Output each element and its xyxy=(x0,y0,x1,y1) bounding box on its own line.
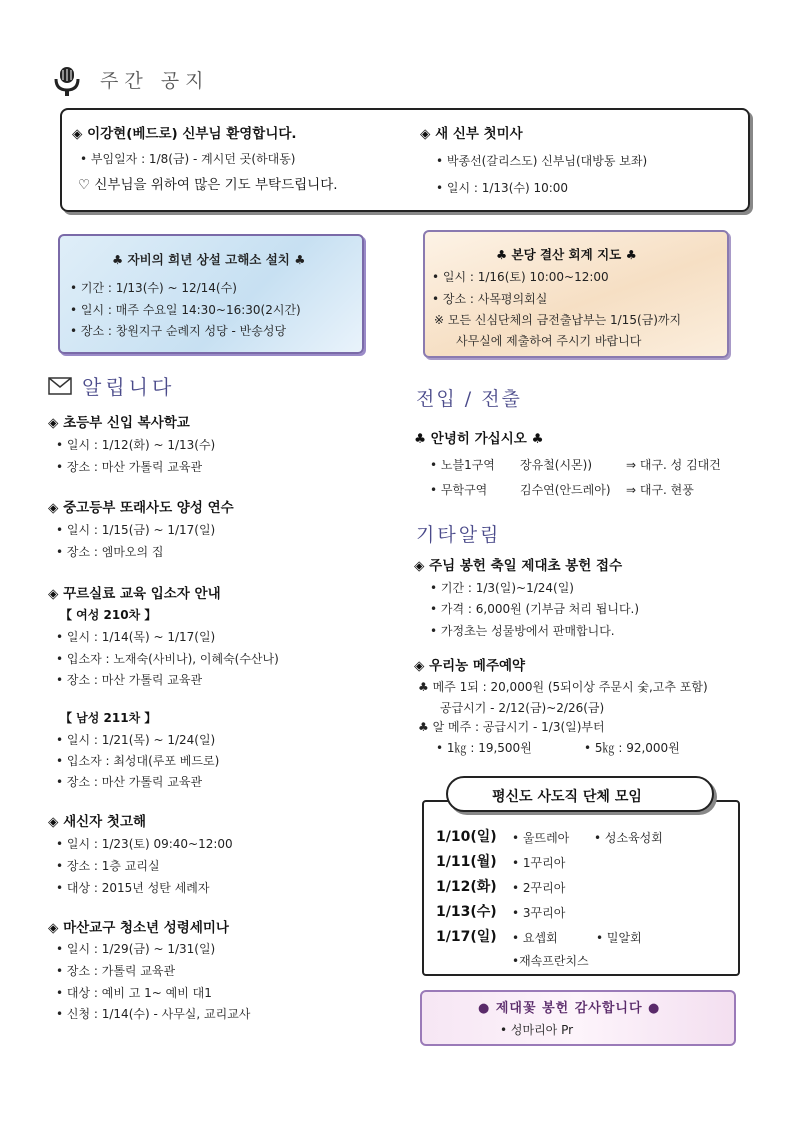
meeting-item: • 1꾸리아 xyxy=(512,856,566,870)
transfer-name: 김수연(안드레아) xyxy=(520,483,611,497)
welcome-line-2: ♡ 신부님을 위하여 많은 기도 부탁드립니다. xyxy=(78,177,338,193)
meeting-item: • 3꾸리아 xyxy=(512,906,566,920)
section-line: • 일시 : 1/21(목) ~ 1/24(일) xyxy=(56,733,216,747)
transfer-title: 전입 / 전출 xyxy=(416,388,522,410)
meeting-item: • 요셉회 xyxy=(512,931,558,945)
candle-line: • 기간 : 1/3(일)~1/24(일) xyxy=(430,581,574,595)
first-mass-heading: ◈ 새 신부 첫미사 xyxy=(420,126,523,142)
other-title: 기타알림 xyxy=(416,524,502,546)
thanks-title: ● 제대꽃 봉헌 감사합니다 ● xyxy=(478,1001,661,1016)
page-title: 주간 공지 xyxy=(100,70,210,92)
section-line: • 장소 : 엠마오의 집 xyxy=(56,545,164,559)
section-line: • 입소자 : 최성대(루포 베드로) xyxy=(56,754,220,768)
meeting-date: 1/12(화) xyxy=(436,879,497,895)
section-line: • 일시 : 1/15(금) ~ 1/17(일) xyxy=(56,523,216,537)
cursillo-men-label: 【 남성 211차 】 xyxy=(60,711,157,725)
microphone-icon xyxy=(54,66,80,98)
section-line: • 장소 : 1층 교리실 xyxy=(56,859,160,873)
section-line: • 신청 : 1/14(수) - 사무실, 교리교사 xyxy=(56,1007,251,1021)
transfer-name: 장유철(시몬)) xyxy=(520,458,593,472)
section-line: • 일시 : 1/14(목) ~ 1/17(일) xyxy=(56,630,216,644)
farewell-heading: ♣ 안녕히 가십시오 ♣ xyxy=(414,431,544,447)
section-line: • 장소 : 마산 가톨릭 교육관 xyxy=(56,460,203,474)
settlement-title: ♣ 본당 결산 회계 지도 ♣ xyxy=(496,247,637,262)
confession-line-2: • 일시 : 매주 수요일 14:30~16:30(2시간) xyxy=(70,303,301,317)
candle-line: • 가정초는 성물방에서 판매합니다. xyxy=(430,624,615,638)
meeting-item: • 밀알회 xyxy=(596,931,642,945)
envelope-icon xyxy=(48,377,72,395)
first-mass-line-2: • 일시 : 1/13(수) 10:00 xyxy=(436,181,569,195)
candle-line: • 가격 : 6,000원 (기부금 처리 됩니다.) xyxy=(430,602,640,616)
meju-price-1kg: • 1㎏ : 19,500원 xyxy=(436,741,532,755)
section-line: • 일시 : 1/29(금) ~ 1/31(일) xyxy=(56,942,216,956)
meju-line-1: ♣ 메주 1되 : 20,000원 (5되이상 주문시 숯,고추 포함) xyxy=(418,680,708,694)
confession-title: ♣ 자비의 희년 상설 고해소 설치 ♣ xyxy=(112,252,306,267)
meju-line-2: 공급시기 - 2/12(금)~2/26(금) xyxy=(440,701,605,715)
settlement-line-2: • 장소 : 사목평의회실 xyxy=(432,292,548,306)
settlement-line-1: • 일시 : 1/16(토) 10:00~12:00 xyxy=(432,270,609,284)
transfer-district: • 무학구역 xyxy=(430,483,488,497)
settlement-line-3: ※ 모든 신심단체의 금전출납부는 1/15(금)까지 xyxy=(434,313,682,327)
welcome-line-1: • 부임일자 : 1/8(금) - 계시던 곳(하대동) xyxy=(80,152,296,166)
first-mass-line-1: • 박종선(갈리스도) 신부님(대방동 보좌) xyxy=(436,154,648,168)
meeting-date: 1/17(일) xyxy=(436,929,497,945)
meju-heading: ◈ 우리농 메주예약 xyxy=(414,658,526,674)
thanks-line: • 성마리아 Pr xyxy=(500,1023,574,1037)
section-heading: ◈ 마산교구 청소년 성령세미나 xyxy=(48,920,229,936)
section-heading: ◈ 새신자 첫고해 xyxy=(48,814,147,830)
meeting-date: 1/11(월) xyxy=(436,854,497,870)
meeting-item: • 울뜨레아 xyxy=(512,831,570,845)
section-heading: ◈ 초등부 신입 복사학교 xyxy=(48,415,190,431)
cursillo-women-label: 【 여성 210차 】 xyxy=(60,608,157,622)
section-line: • 일시 : 1/23(토) 09:40~12:00 xyxy=(56,837,233,851)
meetings-title: 평신도 사도직 단체 모임 xyxy=(492,789,642,805)
section-line: • 일시 : 1/12(화) ~ 1/13(수) xyxy=(56,438,216,452)
section-heading: ◈ 중고등부 또래사도 양성 연수 xyxy=(48,500,234,516)
meeting-date: 1/10(일) xyxy=(436,829,497,845)
meeting-date: 1/13(수) xyxy=(436,904,497,920)
transfer-destination: ⇒ 대구. 현풍 xyxy=(626,483,694,497)
section-line: • 장소 : 가톨릭 교육관 xyxy=(56,964,176,978)
section-line: • 대상 : 예비 고 1~ 예비 대1 xyxy=(56,986,212,1000)
meeting-item: • 2꾸리아 xyxy=(512,881,566,895)
confession-line-1: • 기간 : 1/13(수) ~ 12/14(수) xyxy=(70,281,237,295)
candle-heading: ◈ 주님 봉헌 축일 제대초 봉헌 접수 xyxy=(414,558,623,574)
section-line: • 대상 : 2015년 성탄 세례자 xyxy=(56,881,210,895)
welcome-heading: ◈ 이강현(베드로) 신부님 환영합니다. xyxy=(72,126,297,142)
section-heading: ◈ 꾸르실료 교육 입소자 안내 xyxy=(48,586,221,602)
settlement-line-4: 사무실에 제출하여 주시기 바랍니다 xyxy=(456,334,642,348)
meeting-item: • 성소육성회 xyxy=(594,831,663,845)
confession-line-3: • 장소 : 창원지구 순례지 성당 - 반송성당 xyxy=(70,324,287,338)
meeting-extra: •재속프란치스 xyxy=(512,954,589,968)
meju-price-5kg: • 5㎏ : 92,000원 xyxy=(584,741,680,755)
transfer-destination: ⇒ 대구. 성 김대건 xyxy=(626,458,721,472)
transfer-district: • 노블1구역 xyxy=(430,458,495,472)
section-line: • 장소 : 마산 가톨릭 교육관 xyxy=(56,673,203,687)
notices-title: 알립니다 xyxy=(82,375,176,399)
meju-line-3: ♣ 알 메주 : 공급시기 - 1/3(일)부터 xyxy=(418,720,605,734)
section-line: • 장소 : 마산 가톨릭 교육관 xyxy=(56,775,203,789)
section-line: • 입소자 : 노재숙(사비나), 이혜숙(수산나) xyxy=(56,652,279,666)
